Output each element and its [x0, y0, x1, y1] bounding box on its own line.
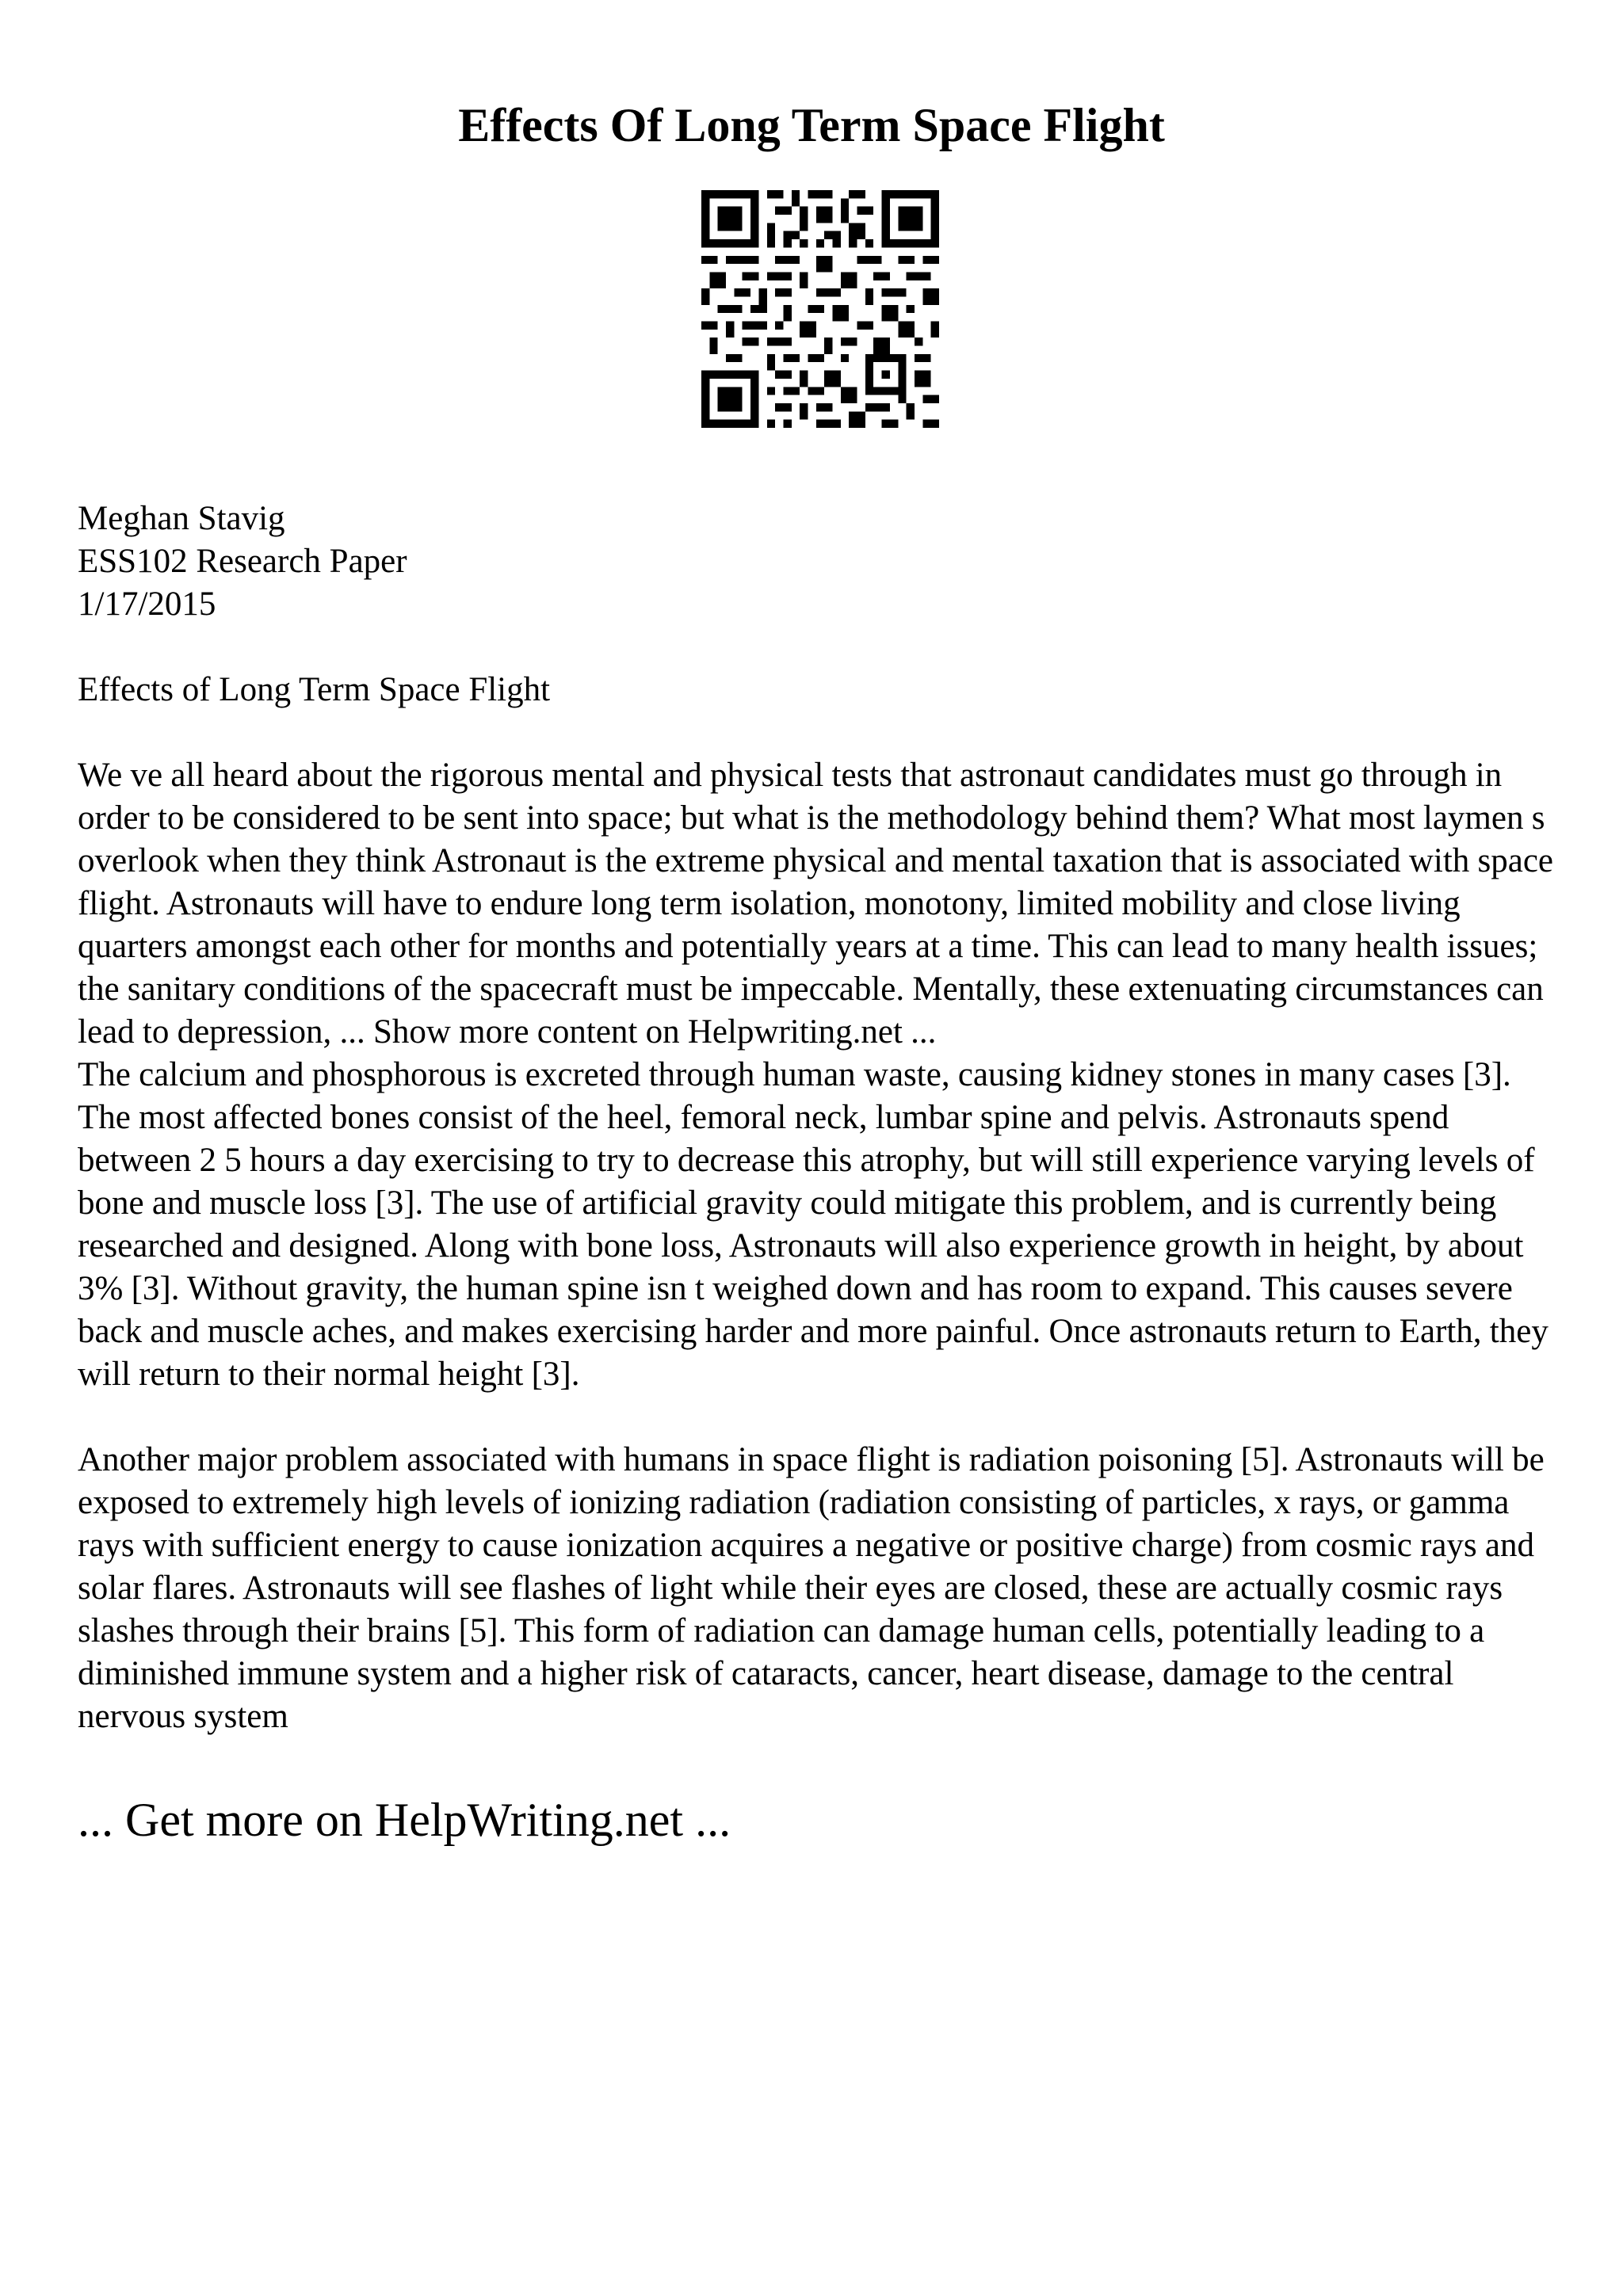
paragraph-radiation: Another major problem associated with humans in space flight is radiation poisoning [5]. Astronauts will be exposed to extremely high levels of ionizing radiation (radiation consisting of particles, x rays, or gamma rays with sufficient energy to cause ionization acquires a negative or positive charge) from cosmic rays and solar flares. Astronauts will see flashes of light while their eyes are closed, these are actually cosmic rays slashes through their brains [5]. This form of radiation can damage human cells, potentially leading to a diminished immune system and a higher risk of cataracts, cancer, heart disease, damage to the central nervous system — [78, 1441, 1545, 1735]
document-date: 1/17/2015 — [78, 585, 216, 623]
more-content-link[interactable]: ... Get more on HelpWriting.net ... — [78, 1794, 731, 1846]
paragraph-spacer — [78, 1396, 1568, 1439]
author-name: Meghan Stavig — [78, 500, 285, 537]
qr-code-icon — [701, 190, 939, 428]
course-name: ESS102 Research Paper — [78, 543, 407, 580]
document-title: Effects Of Long Term Space Flight — [458, 99, 1165, 151]
section-heading: Effects of Long Term Space Flight — [78, 671, 551, 708]
document-body — [78, 498, 1568, 1848]
paragraph-bone-loss: The calcium and phosphorous is excreted through human waste, causing kidney stones in many cases [3]. The most affected bones consist of the heel, femoral neck, lumbar spine and pelvis. Astronauts spend between 2 5 hours a day exercising to try to decrease this atrophy, but will still experience varying levels of bone and muscle loss [3]. The use of artificial gravity could mitigate this problem, and is currently being researched and designed. Along with bone loss, Astronauts will also experience growth in height, by about 3% [3]. Without gravity, the human spine isn t weighed down and has room to expand. This causes severe back and muscle aches, and makes exercising harder and more painful. Once astronauts return to Earth, they will return to their normal height [3]. — [78, 1056, 1549, 1393]
paragraph-intro: We ve all heard about the rigorous mental and physical tests that astronaut candidates must go through in order to be considered to be sent into space; but what is the methodology behind them? What most laymen s overlook when they think Astronaut is the extreme physical and mental taxation that is associated with space flight. Astronauts will have to endure long term isolation, monotony, limited mobility and close living quarters amongst each other for months and potentially years at a time. This can lead to many health issues; the sanitary conditions of the spacecraft must be impeccable. Mentally, these extenuating circumstances can lead to depression, ... Show more content on Helpwriting.net ... — [78, 757, 1554, 1051]
